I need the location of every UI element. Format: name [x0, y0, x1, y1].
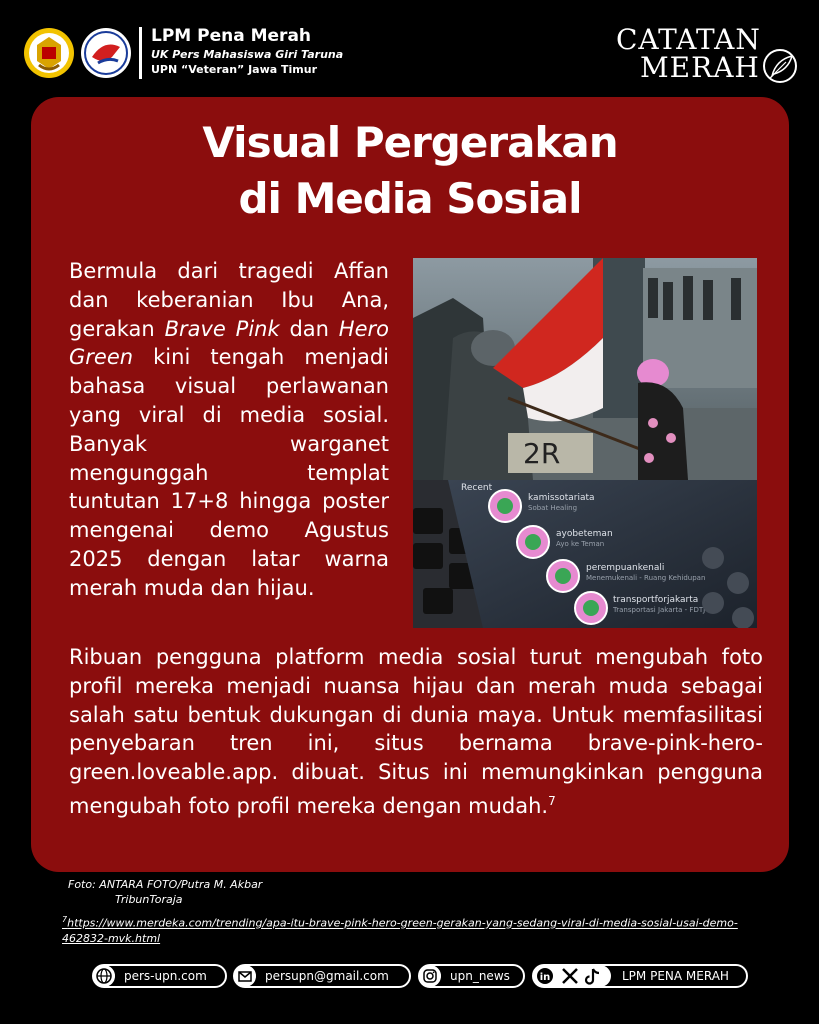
feather-quill-icon [762, 48, 800, 84]
org-subtitle: UK Pers Mahasiswa Giri Taruna [151, 48, 344, 61]
intro-text: Bermula dari tragedi Affan dan keberanian Ibu Ana, gerakan [69, 259, 389, 341]
social-badge[interactable] [532, 964, 748, 988]
globe-icon [93, 965, 115, 987]
org-name: LPM Pena Merah [151, 26, 312, 46]
footnote-reference: 7 [548, 793, 556, 808]
article-photo [413, 258, 757, 628]
university-seal-icon [23, 27, 75, 79]
brand-line-2: MERAH [640, 51, 760, 84]
intro-text: kini tengah menjadi bahasa visual perlawanan yang viral di media sosial. Banyak warganet mengunggah templat tuntutan 17+8 hingga poster mengenai demo Agustus 2025 dengan latar warna merah muda dan hijau. [69, 345, 389, 600]
phone-profile-subtitle: Sobat Healing [528, 504, 578, 512]
phone-profile-name: perempuankenali [586, 563, 665, 573]
photo-caption-source: TribunToraja [115, 893, 183, 906]
org-university: UPN “Veteran” Jawa Timur [151, 63, 318, 76]
instagram-badge[interactable] [418, 964, 525, 988]
phone-profile-name: ayobeteman [556, 529, 613, 539]
phone-profile-subtitle: Ayo ke Teman [556, 540, 605, 548]
website-badge[interactable] [92, 964, 227, 988]
title-line-1: Visual Pergerakan [202, 118, 618, 167]
mail-icon [234, 965, 256, 987]
intro-text: dan [279, 316, 339, 341]
body-paragraph-text: Ribuan pengguna platform media sosial turut mengubah foto profil mereka menjadi nuansa hijau dan merah muda sebagai salah satu bentuk dukungan di dunia maya. Untuk memfasilitasi penyebaran tren ini, situs bernama brave-pink-hero-green.loveable.app. dibuat. Situs ini memungkinkan pengguna mengubah foto profil mereka dengan mudah. [69, 645, 763, 818]
email-text: persupn@gmail.com [265, 969, 389, 983]
brand-wordmark [616, 23, 801, 84]
phone-profile-name: kamissotariata [528, 493, 595, 503]
phone-profile-name: transportforjakarta [613, 595, 699, 605]
brand-line-1: CATATAN [616, 23, 761, 56]
movement-name: Brave Pink [164, 316, 280, 341]
header-divider [139, 27, 142, 79]
lpm-logo-icon [80, 27, 132, 79]
article-title [31, 115, 789, 227]
phone-profile-subtitle: Menemukenali - Ruang Kehidupan [586, 574, 706, 582]
intro-paragraph [69, 257, 389, 603]
svg-text:in: in [539, 972, 551, 983]
social-name-text: LPM PENA MERAH [622, 969, 729, 983]
social-icons [533, 965, 611, 987]
svg-text:Recent: Recent [461, 483, 493, 493]
title-line-2: di Media Sosial [238, 174, 582, 223]
footnote [62, 912, 762, 946]
instagram-icon [419, 965, 441, 987]
linkedin-icon [537, 968, 553, 984]
email-badge[interactable] [233, 964, 411, 988]
phone-profile-subtitle: Transportasi Jakarta - FDTJ [613, 606, 706, 614]
movement-name: Hero Green [69, 316, 389, 370]
footnote-link[interactable]: https://www.merdeka.com/trending/apa-itu-brave-pink-hero-green-gerakan-yang-sedang-viral-di-media-sosial-usai-demo-462832-mvk.html [62, 916, 738, 945]
article-card [31, 97, 789, 872]
header [0, 0, 819, 95]
footnote-mark: 7 [62, 915, 68, 924]
instagram-text: upn_news [450, 969, 510, 983]
photo-caption: Foto: ANTARA FOTO/Putra M. Akbar [68, 878, 263, 891]
body-paragraph [69, 643, 763, 821]
svg-text:2R: 2R [523, 437, 561, 470]
website-text: pers-upn.com [124, 969, 207, 983]
